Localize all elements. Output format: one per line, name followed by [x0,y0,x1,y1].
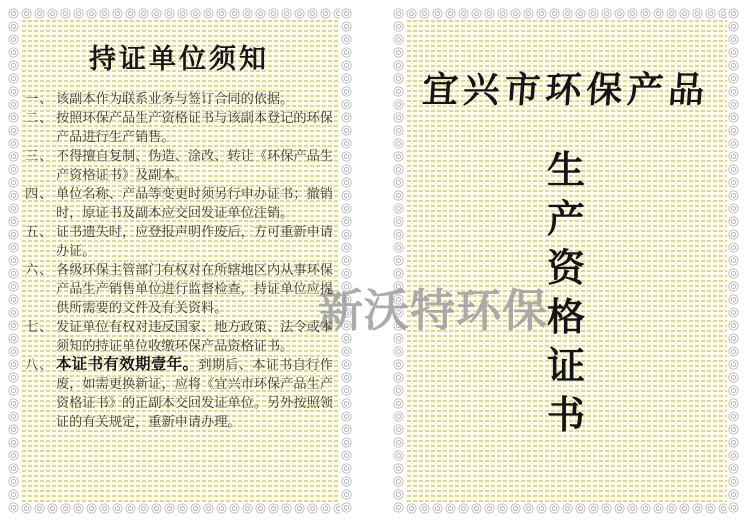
notice-content [7,7,353,431]
notice-item [25,146,333,184]
vertical-char: 书 [546,395,585,437]
notice-item [25,355,333,431]
item-text: 各级环保主管部门有权对在所辖地区内从事环保产品生产销售单位进行监督检查，持证单位应提供所需要的文件及有关资料。 [56,262,333,315]
item-text-continued: 到期后、本证书自行作废，如需更换新证，应将《宜兴市环保产品生产资格证书》的正副本交回发证单位。另外按照领证的有关规定，重新申请办理。 [56,357,333,429]
item-text: 发证单位有权对违反国家、地方政策、法令或本须知的持证单位收缴环保产品资格证书。 [56,319,333,353]
item-text: 证书遗失时，应登报声明作废后，方可重新申请办证。 [56,224,333,258]
item-text [56,355,333,431]
vertical-char: 资 [546,248,585,290]
certificate-title-page [392,7,740,515]
notice-item [25,317,333,355]
validity-emphasis: 本证书有效期壹年。 [56,356,199,373]
vertical-char: 格 [546,297,585,339]
item-number: 五、 [25,224,54,239]
item-text: 不得擅自复制、伪造、涂改、转让《环保产品生产资格证书》及副本。 [56,148,333,182]
item-number: 四、 [25,186,54,201]
vertical-char: 产 [546,199,585,241]
item-number: 八、 [25,357,54,372]
certificate-region-title: 宜兴市环保产品 [420,70,711,110]
notice-page [7,7,353,515]
item-number: 一、 [25,91,54,106]
item-number: 六、 [25,262,54,277]
notice-item [25,108,333,146]
item-number: 七、 [25,319,54,334]
vertical-char: 证 [546,346,585,388]
item-number: 三、 [25,148,54,163]
certificate-title-vertical [392,147,740,441]
item-text: 单位名称、产品等变更时须另行申办证书；撤销时，原证书及副本应交回发证单位注销。 [56,186,333,220]
lace-border-bottom [7,502,353,515]
certificate-content [392,7,740,515]
notice-item [25,260,333,317]
vertical-char: 生 [546,150,585,192]
notice-item [25,184,333,222]
notice-item [25,222,333,260]
item-text: 按照环保产品生产资格证书与该副本登记的环保产品进行生产销售。 [56,110,333,144]
notice-title: 持证单位须知 [89,44,269,74]
item-text: 该副本作为联系业务与签订合同的依据。 [56,91,294,106]
watermark: 新沃特环保 [318,285,549,336]
notice-item [25,89,333,108]
item-number: 二、 [25,110,54,125]
